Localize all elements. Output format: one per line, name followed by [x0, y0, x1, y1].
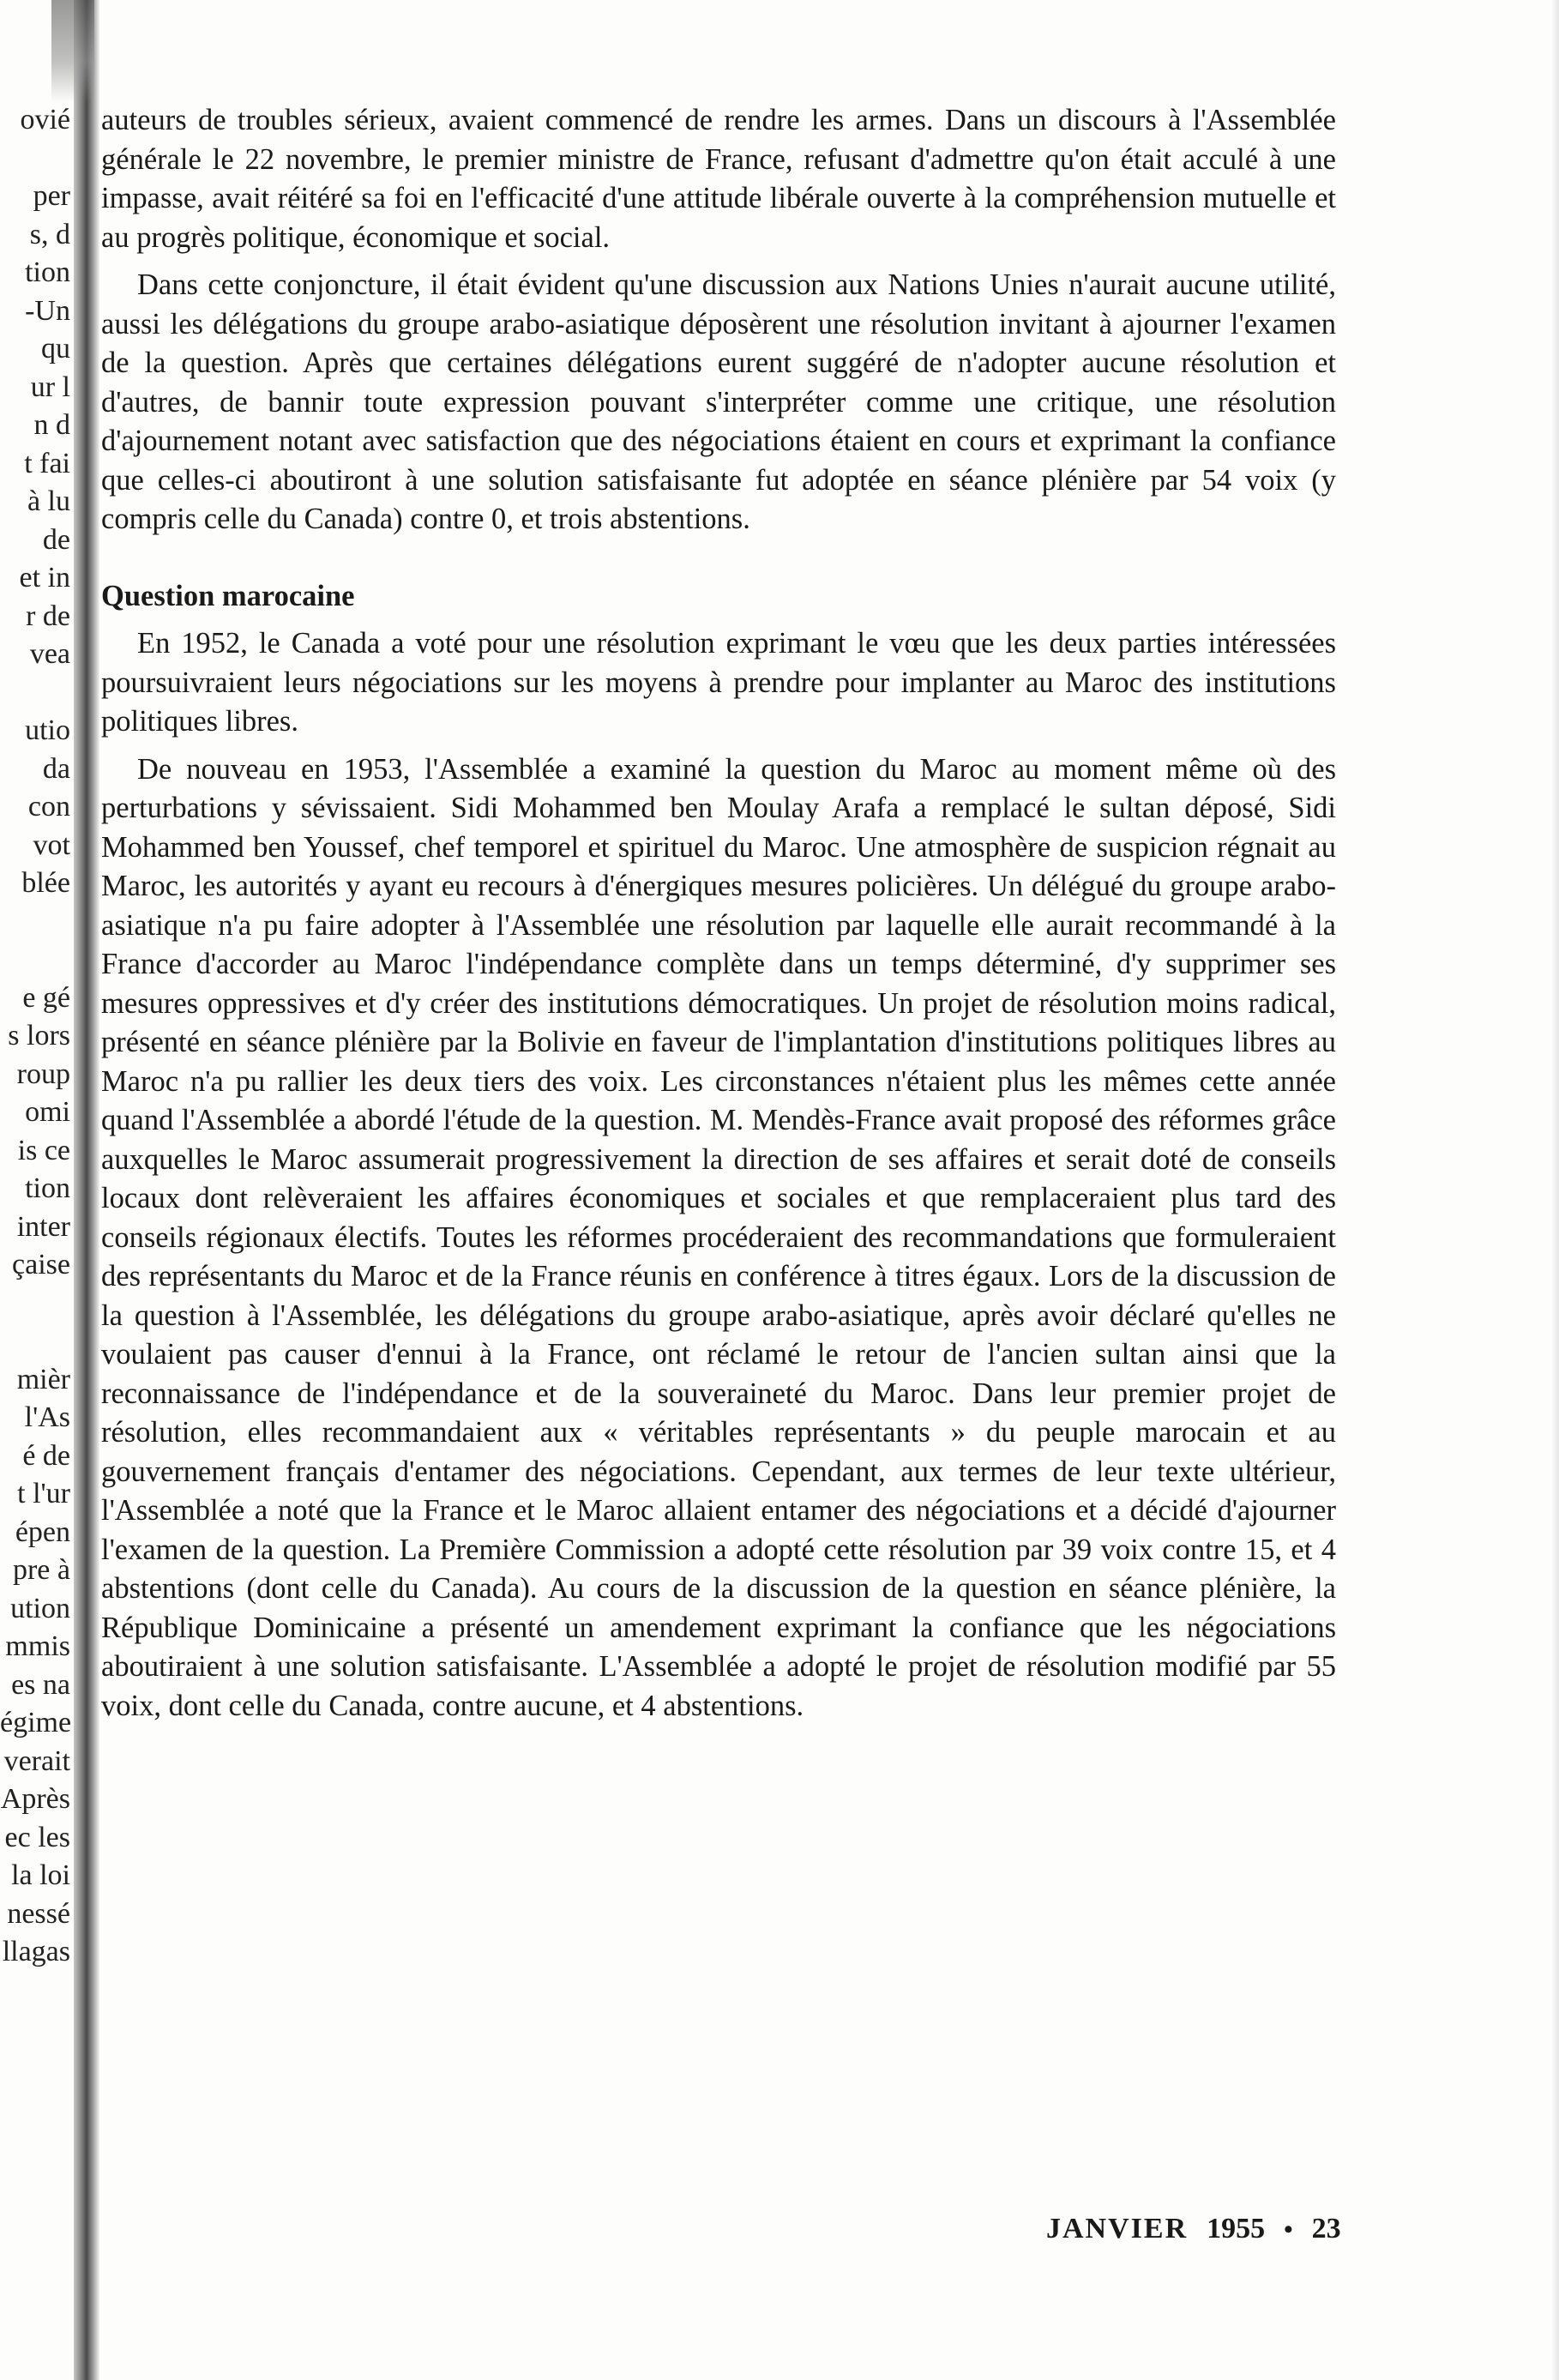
adjacent-page-fragment: verait [3, 1744, 70, 1777]
article-body [101, 101, 1336, 1726]
adjacent-page-fragment [0, 903, 74, 942]
footer-separator: • [1284, 2215, 1293, 2244]
adjacent-page-fragment: -Un [25, 294, 70, 327]
adjacent-page-fragment: blée [21, 867, 70, 899]
gutter-shadow [51, 0, 94, 103]
adjacent-page-fragment: t l'ur [17, 1478, 70, 1509]
adjacent-page-fragment [0, 674, 74, 713]
adjacent-page-fragment: tion [25, 256, 70, 288]
adjacent-page-fragment: s, d [29, 218, 70, 250]
adjacent-page-fragment: é de [22, 1439, 70, 1472]
adjacent-page-fragment: t fai [24, 447, 70, 479]
adjacent-page-fragment: con [27, 791, 70, 822]
footer-year: 1955 [1207, 2213, 1266, 2244]
adjacent-page-fragment: nessé [7, 1897, 70, 1930]
adjacent-page-fragment: inter [16, 1210, 70, 1243]
adjacent-page-fragment [0, 1323, 74, 1361]
adjacent-page-fragment: n d [33, 409, 70, 441]
adjacent-page-fragment: per [33, 180, 70, 212]
adjacent-page-fragment: mièr [16, 1363, 70, 1395]
adjacent-page-fragment: roup [16, 1057, 70, 1090]
footer-month: JANVIER [1046, 2213, 1189, 2244]
adjacent-page-fragment: vot [33, 828, 70, 861]
adjacent-page-fragment: utio [25, 714, 70, 746]
adjacent-page-fragment: ovié [20, 104, 70, 136]
page-footer [1046, 2213, 1441, 2245]
adjacent-page-fragment: à lu [27, 485, 70, 517]
adjacent-page-fragment: la loi [11, 1859, 70, 1891]
adjacent-page-fragment: et in [19, 562, 70, 593]
paragraph: auteurs de troubles sérieux, avaient commencé de rendre les armes. Dans un discours à l'Assemblée générale le 22 novembre, le premier ministre de France, refusant d'admettre qu'on était acculé à une impasse, avait réitéré sa foi en l'efficacité d'une attitude libérale ouverte à la compréhension mutuelle et au progrès politique, économique et social. [101, 104, 1336, 254]
adjacent-page-fragment: pre à [12, 1554, 70, 1586]
adjacent-page-fragments [0, 101, 74, 1972]
binding-gutter [74, 0, 99, 2380]
page-number: 23 [1311, 2213, 1341, 2244]
adjacent-page-fragment: qu [41, 333, 70, 365]
adjacent-page-fragment: r de [26, 600, 70, 632]
adjacent-page-fragment: ur l [30, 371, 70, 403]
adjacent-page-fragment: ec les [4, 1821, 70, 1853]
adjacent-page-fragment: Après [0, 1783, 70, 1815]
section-heading: Question marocaine [101, 579, 355, 612]
adjacent-page-fragment: tion [25, 1172, 70, 1204]
adjacent-page-fragment: çaise [12, 1249, 70, 1280]
adjacent-page-fragment: e gé [22, 981, 70, 1014]
adjacent-page-fragment: mmis [5, 1630, 70, 1662]
adjacent-page-fragment: omi [25, 1096, 70, 1128]
paragraph: Dans cette conjoncture, il était évident qu'une discussion aux Nations Unies n'aurait aucune utilité, aussi les délégations du groupe arabo-asiatique déposèrent une résolution invitant à ajourner l'examen de la question. Après que certaines délégations eurent suggéré de n'adopter aucune résolution et d'autres, de bannir toute expression pouvant s'interpréter comme une critique, une résolution d'ajournement notant avec satisfaction que des négociations étaient en cours et exprimant la confiance que celles-ci aboutiront à une solution satisfaisante fut adoptée en séance plénière par 54 voix (y compris celle du Canada) contre 0, et trois abstentions. [101, 268, 1336, 535]
adjacent-page-fragment: ution [10, 1592, 70, 1624]
adjacent-page-fragment: égime [0, 1707, 72, 1738]
paragraph: En 1952, le Canada a voté pour une résolution exprimant le vœu que les deux parties intéressées poursuivraient leurs négociations sur les moyens à prendre pour implanter au Maroc des institutions politiques libres. [101, 627, 1336, 738]
adjacent-page-fragment: l'As [24, 1401, 70, 1433]
adjacent-page-fragment: épen [15, 1515, 70, 1548]
adjacent-page-fragment: es na [11, 1668, 70, 1701]
adjacent-page-fragment: is ce [17, 1134, 70, 1166]
adjacent-page-fragment: llagas [2, 1936, 70, 1967]
adjacent-page-fragment: da [42, 752, 70, 785]
adjacent-page-fragment: vea [29, 638, 70, 670]
page-edge [1550, 0, 1559, 2380]
adjacent-page-fragment [0, 941, 74, 979]
paragraph: De nouveau en 1953, l'Assemblée a examiné la question du Maroc au moment même où des perturbations y sévissaient. Sidi Mohammed ben Moulay Arafa a remplacé le sultan déposé, Sidi Mohammed ben Youssef, chef temporel et spirituel du Maroc. Une atmosphère de suspicion régnait au Maroc, les autorités y ayant eu recours à d'énergiques mesures policières. Un délégué du groupe arabo-asiatique n'a pu faire adopter à l'Assemblée une résolution par laquelle elle aurait recommandé à la France d'accorder au Maroc l'indépendance complète dans un temps déterminé, d'y supprimer ses mesures oppressives et d'y créer des institutions démocratiques. Un projet de résolution moins radical, présenté en séance plénière par la Bolivie en faveur de l'implantation d'institutions politiques libres au Maroc n'a pu rallier les deux tiers des voix. Les circonstances n'étaient plus les mêmes cette année quand l'Assemblée a abordé l'étude de la question. M. Mendès-France avait proposé des réformes grâce auxquelles le Maroc assumerait progressivement la direction de ses affaires et serait doté de conseils locaux dont relèveraient les affaires économiques et sociales et que remplaceraient plus tard des conseils régionaux électifs. Toutes les réformes procéderaient des recommandations que formuleraient des représentants du Maroc et de la France réunis en conférence à titres égaux. Lors de la discussion de la question à l'Assemblée, les délégations du groupe arabo-asiatique, après avoir déclaré qu'elles ne voulaient pas causer d'ennui à la France, ont réclamé le retour de l'ancien sultan ainsi que la reconnaissance de l'indépendance et de la souveraineté du Maroc. Dans leur premier projet de résolution, elles recommandaient aux « véritables représentants » du peuple marocain et au gouvernement français d'entamer des négociations. Cependant, aux termes de leur texte ultérieur, l'Assemblée a noté que la France et le Maroc allaient entamer des négociations et a décidé d'ajourner l'examen de la question. La Première Commission a adopté cette résolution par 39 voix contre 15, et 4 abstentions (dont celle du Canada). Au cours de la discussion de la question en séance plénière, la République Dominicaine a présenté un amendement exprimant la confiance que les négociations aboutiraient à une solution satisfaisante. L'Assemblée a adopté le projet de résolution modifié par 55 voix, dont celle du Canada, contre aucune, et 4 abstentions. [101, 752, 1336, 1722]
adjacent-page-fragment [0, 1285, 74, 1323]
adjacent-page-fragment [0, 140, 74, 178]
adjacent-page-fragment: de [42, 523, 70, 556]
adjacent-page-fragment: s lors [8, 1020, 70, 1051]
